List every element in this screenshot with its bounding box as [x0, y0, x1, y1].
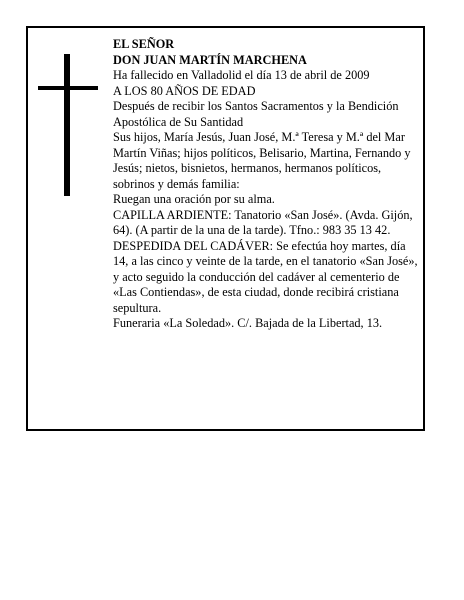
family-paragraph: Sus hijos, María Jesús, Juan José, M.ª Teresa y M.ª del Mar Martín Viñas; hijos políticos, Belisario, Martina, Fernando y Jesús; nietos, bisnietos, hermanos, hermanos políticos, sobrinos y demás familia:: [113, 130, 411, 191]
farewell-paragraph: DESPEDIDA DEL CADÁVER: Se efectúa hoy martes, día 14, a las cinco y veinte de la tarde, en el tanatorio «San José», y acto seguido la conducción del cadáver al cementerio de «Las Contiendas», de esta ciudad, donde recibirá cristiana sepultura.: [113, 238, 418, 315]
obituary-text: [113, 37, 421, 332]
prayer-line: Ruegan una oración por su alma.: [113, 192, 275, 206]
cross-vertical-bar: [64, 54, 70, 196]
deceased-name: DON JUAN MARTÍN MARCHENA: [113, 52, 307, 67]
funeral-home-line: Funeraria «La Soledad». C/. Bajada de la Libertad, 13.: [113, 316, 383, 330]
cross-horizontal-bar: [38, 86, 98, 90]
notice-heading: EL SEÑOR: [113, 37, 175, 51]
chapel-paragraph: CAPILLA ARDIENTE: Tanatorio «San José». (Avda. Gijón, 64). (A partir de la una de la tarde). Tfno.: 983 35 13 42.: [113, 207, 413, 237]
cross-icon: [38, 54, 100, 196]
age-line: A LOS 80 AÑOS DE EDAD: [113, 83, 256, 98]
death-line: Ha fallecido en Valladolid el día 13 de abril de 2009: [113, 68, 370, 82]
sacraments-paragraph: Después de recibir los Santos Sacramentos y la Bendición Apostólica de Su Santidad: [113, 99, 399, 129]
